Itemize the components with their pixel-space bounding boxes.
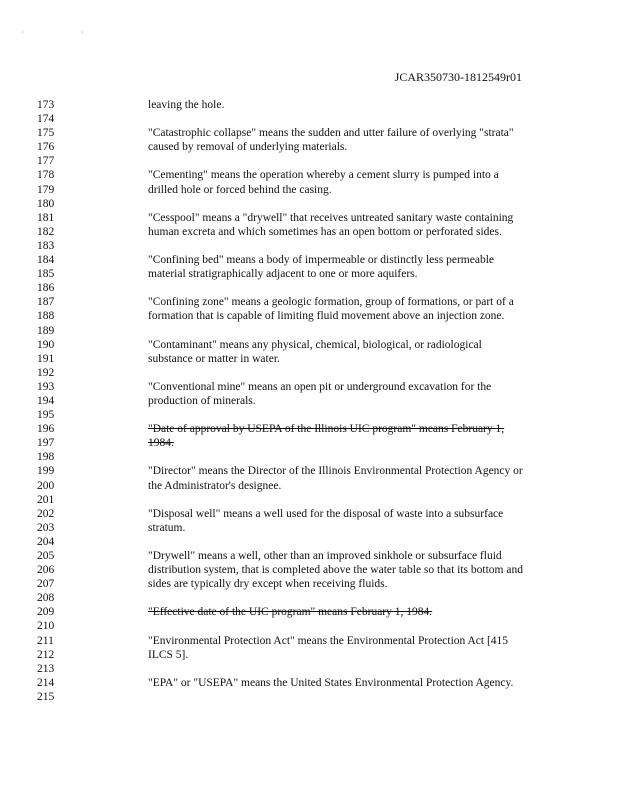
line-text: human excreta and which sometimes has an open bottom or perforated sides. — [148, 225, 502, 238]
line-number: 201 — [37, 493, 55, 506]
document-line — [0, 634, 618, 648]
line-number: 175 — [37, 127, 55, 140]
document-line — [0, 324, 618, 338]
document-line — [0, 422, 618, 436]
line-number: 185 — [37, 268, 55, 281]
document-line — [0, 507, 618, 521]
line-number: 212 — [37, 648, 55, 661]
line-number: 209 — [37, 606, 55, 619]
line-number: 190 — [37, 338, 55, 351]
line-number: 207 — [37, 578, 55, 591]
document-line — [0, 309, 618, 323]
line-text: caused by removal of underlying materials. — [148, 141, 348, 154]
line-text: drilled hole or forced behind the casing. — [148, 183, 332, 196]
document-line — [0, 619, 618, 633]
document-line — [0, 380, 618, 394]
line-text: "Catastrophic collapse" means the sudden and utter failure of overlying "strata" — [148, 127, 514, 140]
document-line — [0, 239, 618, 253]
line-number: 195 — [37, 409, 55, 422]
line-number: 214 — [37, 676, 55, 689]
corner-marks: ' ' — [22, 30, 111, 39]
document-line — [0, 267, 618, 281]
line-number: 203 — [37, 521, 55, 534]
document-line — [0, 338, 618, 352]
line-text: ILCS 5]. — [148, 648, 189, 661]
line-number: 177 — [37, 155, 55, 168]
line-number: 210 — [37, 620, 55, 633]
line-text: "Contaminant" means any physical, chemical, biological, or radiological — [148, 338, 482, 351]
document-line — [0, 126, 618, 140]
document-line — [0, 690, 618, 704]
document-line — [0, 535, 618, 549]
struck-text: "Effective date of the UIC program" means February 1, 1984. — [148, 606, 433, 619]
line-number: 205 — [37, 550, 55, 562]
document-line — [0, 549, 618, 563]
document-line — [0, 479, 618, 493]
document-line — [0, 605, 618, 619]
line-number: 181 — [37, 211, 55, 224]
line-number: 191 — [37, 352, 55, 365]
line-number: 193 — [37, 380, 55, 393]
line-number: 215 — [37, 690, 55, 703]
line-number: 202 — [37, 507, 55, 520]
line-text: "Cementing" means the operation whereby a cement slurry is pumped into a — [148, 169, 499, 182]
line-number: 211 — [37, 634, 54, 647]
struck-text: "Date of approval by USEPA of the Illinois UIC program" means February 1, — [148, 423, 505, 436]
line-number: 173 — [37, 99, 55, 111]
line-number: 188 — [37, 310, 55, 323]
line-text: "Disposal well" means a well used for the disposal of waste into a subsurface — [148, 507, 504, 520]
document-line — [0, 436, 618, 450]
numbered-text-body — [0, 98, 618, 704]
line-number: 208 — [37, 592, 55, 605]
line-number: 198 — [37, 451, 55, 464]
document-line — [0, 225, 618, 239]
line-number: 194 — [37, 394, 55, 407]
document-line — [0, 662, 618, 676]
line-number: 200 — [37, 479, 55, 492]
document-line — [0, 295, 618, 309]
document-line — [0, 676, 618, 690]
struck-text: 1984. — [148, 437, 174, 450]
line-number: 176 — [37, 141, 55, 154]
line-text: sides are typically dry except when receiving fluids. — [148, 578, 388, 591]
line-text: "Environmental Protection Act" means the Environmental Protection Act [415 — [148, 634, 509, 647]
line-number: 182 — [37, 225, 55, 238]
document-line — [0, 98, 618, 112]
line-number: 213 — [37, 662, 55, 675]
line-number: 199 — [37, 465, 55, 478]
line-text: "EPA" or "USEPA" means the United States Environmental Protection Agency. — [148, 676, 514, 689]
line-number: 192 — [37, 366, 55, 379]
line-text: "Director" means the Director of the Illinois Environmental Protection Agency or — [148, 465, 523, 478]
document-line — [0, 591, 618, 605]
document-line — [0, 281, 618, 295]
document-line — [0, 211, 618, 225]
document-line — [0, 521, 618, 535]
line-text: "Confining zone" means a geologic formation, group of formations, or part of a — [148, 296, 514, 309]
document-line — [0, 112, 618, 126]
document-line — [0, 168, 618, 182]
line-number: 184 — [37, 254, 55, 267]
line-text: the Administrator's designee. — [148, 479, 282, 492]
line-number: 174 — [37, 113, 55, 126]
document-line — [0, 450, 618, 464]
document-line — [0, 648, 618, 662]
document-line — [0, 183, 618, 197]
document-line — [0, 408, 618, 422]
document-line — [0, 253, 618, 267]
line-text: "Confining bed" means a body of impermeable or distinctly less permeable — [148, 254, 494, 267]
line-number: 180 — [37, 197, 55, 210]
line-number: 197 — [37, 437, 55, 450]
document-line — [0, 366, 618, 380]
line-number: 196 — [37, 423, 55, 436]
line-text: "Conventional mine" means an open pit or underground excavation for the — [148, 380, 492, 393]
line-text: "Drywell" means a well, other than an improved sinkhole or subsurface fluid — [148, 550, 502, 562]
line-number: 187 — [37, 296, 55, 309]
line-number: 186 — [37, 282, 55, 295]
document-line — [0, 464, 618, 478]
line-text: "Cesspool" means a "drywell" that receives untreated sanitary waste containing — [148, 211, 514, 224]
document-line — [0, 394, 618, 408]
line-text: distribution system, that is completed above the water table so that its bottom and — [148, 564, 523, 577]
line-text: production of minerals. — [148, 394, 256, 407]
document-line — [0, 577, 618, 591]
line-number: 178 — [37, 169, 55, 182]
line-number: 179 — [37, 183, 55, 196]
line-text: formation that is capable of limiting fluid movement above an injection zone. — [148, 310, 505, 323]
document-line — [0, 493, 618, 507]
line-text: stratum. — [148, 521, 186, 534]
document-line — [0, 352, 618, 366]
line-number: 204 — [37, 535, 55, 548]
line-number: 183 — [37, 239, 55, 252]
document-line — [0, 197, 618, 211]
line-text: substance or matter in water. — [148, 352, 280, 365]
line-number: 206 — [37, 564, 55, 577]
document-line — [0, 563, 618, 577]
document-id: JCAR350730-1812549r01 — [394, 70, 522, 84]
line-number: 189 — [37, 324, 55, 337]
document-line — [0, 154, 618, 168]
line-text: leaving the hole. — [148, 99, 225, 111]
line-text: material stratigraphically adjacent to one or more aquifers. — [148, 268, 418, 281]
document-line — [0, 140, 618, 154]
